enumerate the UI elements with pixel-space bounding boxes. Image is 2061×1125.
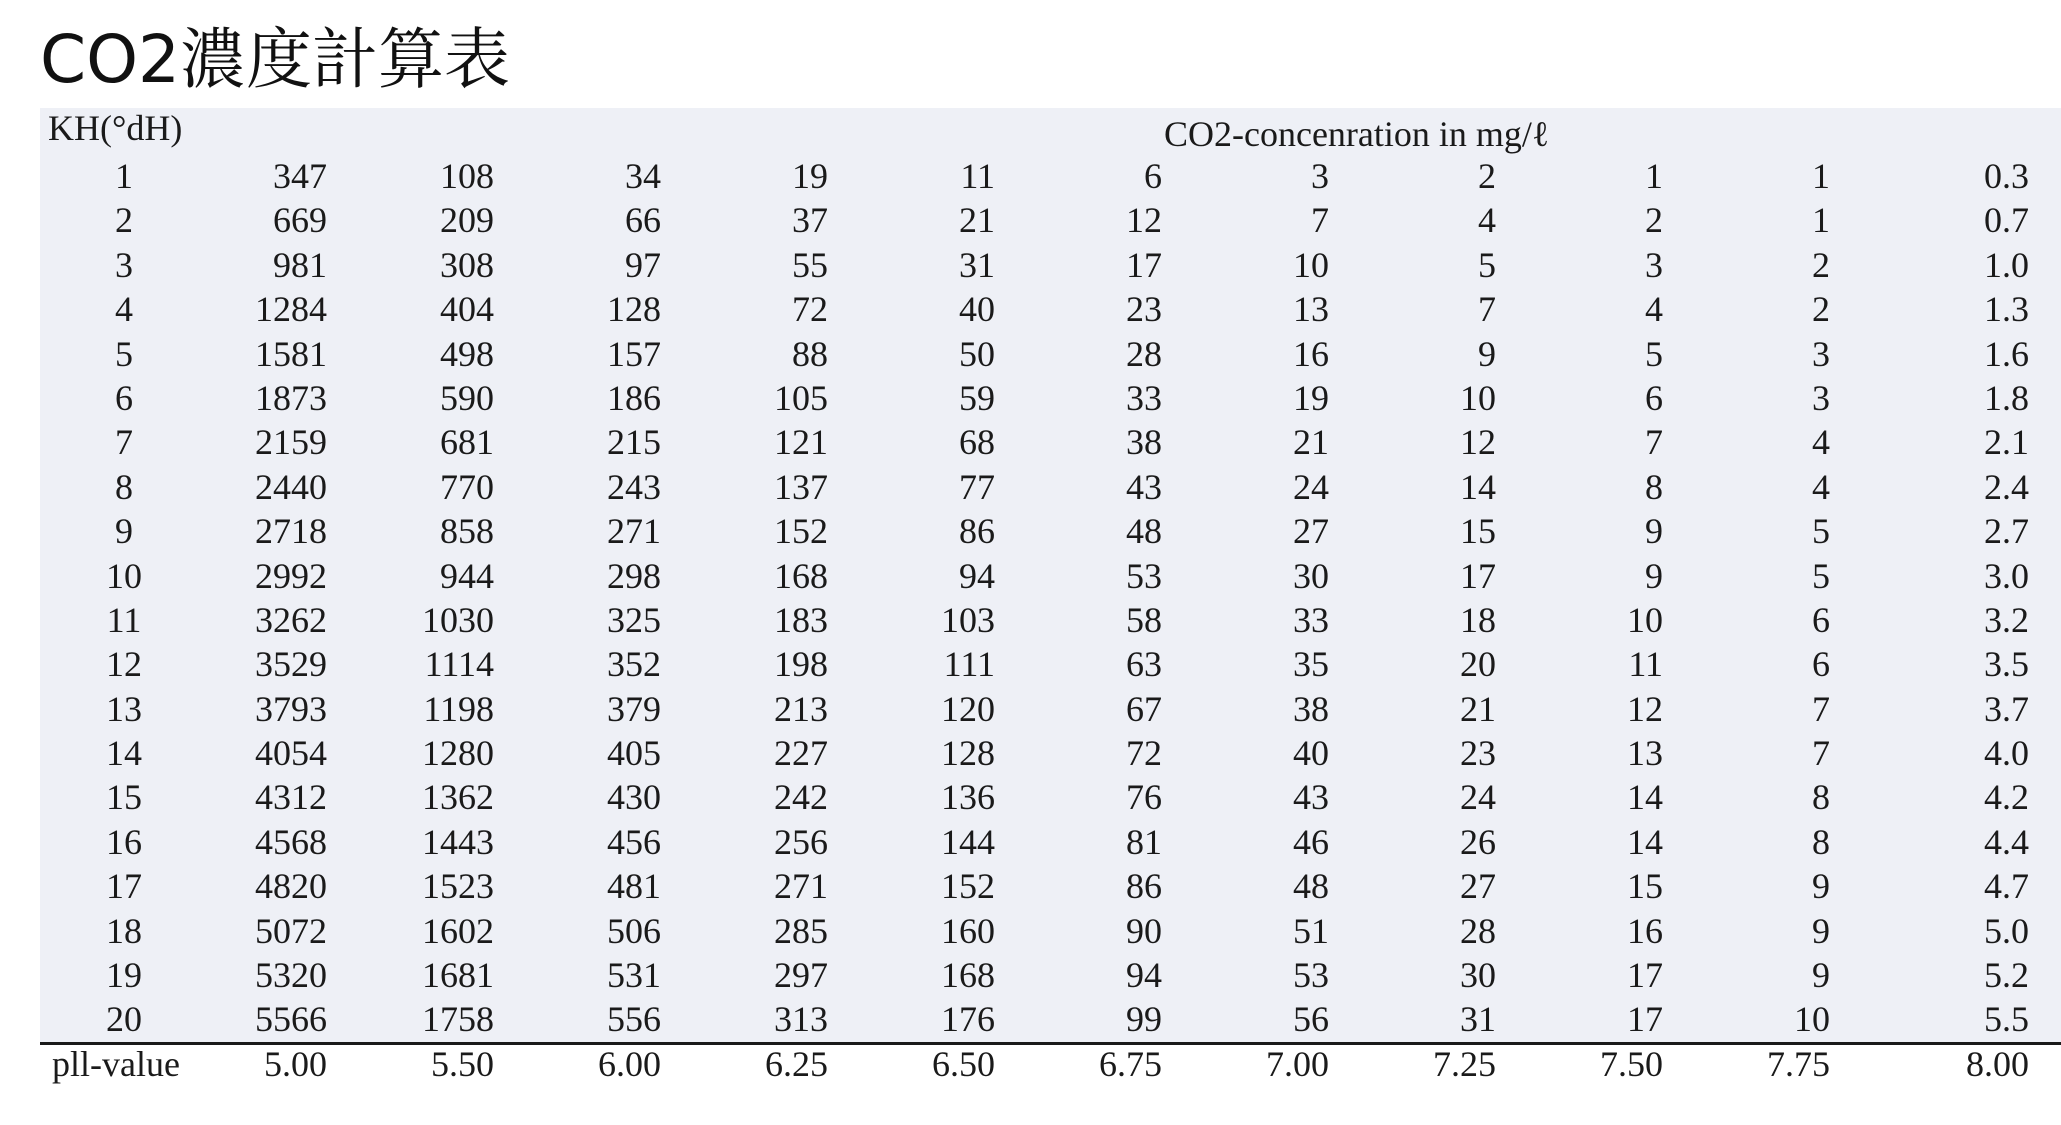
co2-value-cell: 7 bbox=[1311, 200, 1329, 241]
co2-value-cell: 770 bbox=[440, 466, 494, 507]
co2-value-cell: 3.5 bbox=[1984, 644, 2029, 685]
co2-value-cell: 7 bbox=[1478, 289, 1496, 330]
co2-value-cell: 4.7 bbox=[1984, 866, 2029, 907]
co2-value-cell: 152 bbox=[941, 866, 995, 907]
co2-value-cell: 10 bbox=[1293, 244, 1329, 285]
co2-value-cell: 17 bbox=[1627, 955, 1663, 996]
kh-value-cell: 5 bbox=[115, 333, 133, 374]
co2-value-cell: 285 bbox=[774, 910, 828, 951]
co2-value-cell: 30 bbox=[1293, 555, 1329, 596]
co2-value-cell: 14 bbox=[1460, 466, 1496, 507]
co2-value-cell: 430 bbox=[607, 777, 661, 818]
co2-value-cell: 9 bbox=[1478, 333, 1496, 374]
kh-value-cell: 20 bbox=[106, 999, 142, 1040]
co2-value-cell: 9 bbox=[1812, 866, 1830, 907]
ph-value-cell: 7.50 bbox=[1600, 1044, 1663, 1084]
co2-value-cell: 379 bbox=[607, 688, 661, 729]
ph-value-cell: 6.75 bbox=[1099, 1044, 1162, 1084]
co2-value-cell: 3 bbox=[1311, 156, 1329, 196]
co2-value-cell: 404 bbox=[440, 289, 494, 330]
co2-value-cell: 31 bbox=[959, 244, 995, 285]
co2-value-cell: 152 bbox=[774, 511, 828, 552]
co2-value-cell: 53 bbox=[1293, 955, 1329, 996]
co2-value-cell: 38 bbox=[1293, 688, 1329, 729]
co2-value-cell: 1.0 bbox=[1984, 244, 2029, 285]
ph-value-row bbox=[40, 1040, 2061, 1088]
co2-value-cell: 5.2 bbox=[1984, 955, 2029, 996]
co2-value-cell: 12 bbox=[1460, 422, 1496, 463]
co2-value-cell: 1280 bbox=[422, 733, 494, 774]
co2-value-cell: 7 bbox=[1812, 733, 1830, 774]
kh-value-cell: 14 bbox=[106, 733, 142, 774]
co2-value-cell: 11 bbox=[960, 156, 995, 196]
ph-value-cell: 5.50 bbox=[431, 1044, 494, 1084]
co2-value-cell: 1362 bbox=[422, 777, 494, 818]
co2-value-cell: 3.7 bbox=[1984, 688, 2029, 729]
co2-value-cell: 66 bbox=[625, 200, 661, 241]
co2-value-cell: 1523 bbox=[422, 866, 494, 907]
co2-value-cell: 6 bbox=[1812, 644, 1830, 685]
co2-value-cell: 1 bbox=[1812, 156, 1830, 196]
co2-value-cell: 2.7 bbox=[1984, 511, 2029, 552]
co2-value-cell: 944 bbox=[440, 555, 494, 596]
co2-value-cell: 121 bbox=[774, 422, 828, 463]
co2-value-cell: 4820 bbox=[255, 866, 327, 907]
co2-value-cell: 198 bbox=[774, 644, 828, 685]
co2-value-cell: 16 bbox=[1627, 910, 1663, 951]
co2-value-cell: 271 bbox=[607, 511, 661, 552]
co2-value-cell: 51 bbox=[1293, 910, 1329, 951]
co2-value-cell: 86 bbox=[1126, 866, 1162, 907]
co2-value-cell: 4 bbox=[1478, 200, 1496, 241]
co2-value-cell: 12 bbox=[1126, 200, 1162, 241]
co2-value-cell: 68 bbox=[959, 422, 995, 463]
co2-value-cell: 37 bbox=[792, 200, 828, 241]
kh-column-header: KH(°dH) bbox=[48, 108, 183, 148]
co2-value-cell: 88 bbox=[792, 333, 828, 374]
kh-value-cell: 2 bbox=[115, 200, 133, 241]
kh-value-cell: 12 bbox=[106, 644, 142, 685]
kh-value-cell: 15 bbox=[106, 777, 142, 818]
co2-value-cell: 55 bbox=[792, 244, 828, 285]
co2-value-cell: 242 bbox=[774, 777, 828, 818]
co2-value-cell: 308 bbox=[440, 244, 494, 285]
co2-value-cell: 1873 bbox=[255, 377, 327, 418]
co2-value-cell: 14 bbox=[1627, 821, 1663, 862]
co2-value-cell: 13 bbox=[1627, 733, 1663, 774]
co2-value-cell: 5 bbox=[1812, 555, 1830, 596]
co2-value-cell: 506 bbox=[607, 910, 661, 951]
kh-value-cell: 10 bbox=[106, 555, 142, 596]
co2-value-cell: 4 bbox=[1645, 289, 1663, 330]
co2-value-cell: 1443 bbox=[422, 821, 494, 862]
co2-value-cell: 157 bbox=[607, 333, 661, 374]
kh-value-cell: 4 bbox=[115, 289, 133, 330]
co2-value-cell: 1758 bbox=[422, 999, 494, 1040]
co2-value-cell: 99 bbox=[1126, 999, 1162, 1040]
co2-value-cell: 23 bbox=[1126, 289, 1162, 330]
kh-value-cell: 18 bbox=[106, 910, 142, 951]
co2-value-cell: 72 bbox=[1126, 733, 1162, 774]
co2-value-cell: 11 bbox=[1628, 644, 1663, 685]
co2-value-cell: 2.1 bbox=[1984, 422, 2029, 463]
co2-value-cell: 10 bbox=[1794, 999, 1830, 1040]
co2-value-cell: 347 bbox=[273, 156, 327, 196]
ph-value-cell: 6.25 bbox=[765, 1044, 828, 1084]
co2-value-cell: 297 bbox=[774, 955, 828, 996]
co2-value-cell: 6 bbox=[1812, 599, 1830, 640]
co2-value-cell: 38 bbox=[1126, 422, 1162, 463]
co2-value-cell: 48 bbox=[1126, 511, 1162, 552]
co2-value-cell: 33 bbox=[1126, 377, 1162, 418]
co2-value-cell: 1681 bbox=[422, 955, 494, 996]
co2-value-cell: 2992 bbox=[255, 555, 327, 596]
co2-value-cell: 144 bbox=[941, 821, 995, 862]
co2-value-cell: 1.3 bbox=[1984, 289, 2029, 330]
co2-value-cell: 97 bbox=[625, 244, 661, 285]
co2-value-cell: 105 bbox=[774, 377, 828, 418]
co2-value-cell: 59 bbox=[959, 377, 995, 418]
co2-value-cell: 215 bbox=[607, 422, 661, 463]
co2-value-cell: 56 bbox=[1293, 999, 1329, 1040]
ph-value-grid bbox=[40, 1040, 2061, 1088]
co2-value-cell: 50 bbox=[959, 333, 995, 374]
co2-value-cell: 456 bbox=[607, 821, 661, 862]
co2-value-cell: 0.7 bbox=[1984, 200, 2029, 241]
co2-value-cell: 2440 bbox=[255, 466, 327, 507]
co2-value-cell: 94 bbox=[1126, 955, 1162, 996]
co2-value-cell: 9 bbox=[1645, 555, 1663, 596]
co2-value-cell: 17 bbox=[1126, 244, 1162, 285]
co2-value-cell: 405 bbox=[607, 733, 661, 774]
co2-value-cell: 5 bbox=[1645, 333, 1663, 374]
co2-value-cell: 19 bbox=[792, 156, 828, 196]
co2-value-cell: 176 bbox=[941, 999, 995, 1040]
co2-value-cell: 1114 bbox=[424, 644, 494, 685]
co2-value-cell: 6 bbox=[1645, 377, 1663, 418]
ph-value-cell: 6.00 bbox=[598, 1044, 661, 1084]
co2-value-cell: 19 bbox=[1293, 377, 1329, 418]
co2-value-cell: 5.5 bbox=[1984, 999, 2029, 1040]
kh-value-cell: 11 bbox=[106, 599, 142, 640]
co2-value-cell: 8 bbox=[1812, 821, 1830, 862]
co2-value-cell: 227 bbox=[774, 733, 828, 774]
co2-value-cell: 209 bbox=[440, 200, 494, 241]
co2-value-cell: 24 bbox=[1460, 777, 1496, 818]
co2-value-cell: 1602 bbox=[422, 910, 494, 951]
co2-value-cell: 72 bbox=[792, 289, 828, 330]
co2-value-cell: 128 bbox=[941, 733, 995, 774]
co2-table-body bbox=[40, 154, 2061, 1042]
co2-value-cell: 3 bbox=[1645, 244, 1663, 285]
co2-value-cell: 4.2 bbox=[1984, 777, 2029, 818]
co2-value-cell: 981 bbox=[273, 244, 327, 285]
co2-value-cell: 858 bbox=[440, 511, 494, 552]
co2-value-cell: 498 bbox=[440, 333, 494, 374]
co2-value-cell: 2.4 bbox=[1984, 466, 2029, 507]
co2-value-cell: 28 bbox=[1460, 910, 1496, 951]
co2-value-cell: 2 bbox=[1812, 244, 1830, 285]
co2-value-cell: 40 bbox=[959, 289, 995, 330]
co2-value-cell: 243 bbox=[607, 466, 661, 507]
co2-value-cell: 186 bbox=[607, 377, 661, 418]
co2-value-cell: 352 bbox=[607, 644, 661, 685]
co2-value-cell: 20 bbox=[1460, 644, 1496, 685]
co2-value-cell: 1.6 bbox=[1984, 333, 2029, 374]
co2-value-cell: 1284 bbox=[255, 289, 327, 330]
co2-value-cell: 531 bbox=[607, 955, 661, 996]
co2-value-cell: 7 bbox=[1645, 422, 1663, 463]
co2-value-cell: 681 bbox=[440, 422, 494, 463]
co2-value-cell: 27 bbox=[1293, 511, 1329, 552]
co2-value-cell: 8 bbox=[1645, 466, 1663, 507]
co2-value-cell: 5320 bbox=[255, 955, 327, 996]
ph-row-label: pll-value bbox=[52, 1044, 180, 1084]
kh-value-cell: 7 bbox=[115, 422, 133, 463]
kh-value-cell: 9 bbox=[115, 511, 133, 552]
co2-value-cell: 43 bbox=[1126, 466, 1162, 507]
co2-value-cell: 5 bbox=[1478, 244, 1496, 285]
co2-value-cell: 1 bbox=[1812, 200, 1830, 241]
co2-value-cell: 3793 bbox=[255, 688, 327, 729]
co2-value-cell: 590 bbox=[440, 377, 494, 418]
kh-value-cell: 1 bbox=[115, 156, 133, 196]
co2-value-cell: 9 bbox=[1812, 955, 1830, 996]
co2-value-cell: 67 bbox=[1126, 688, 1162, 729]
co2-value-cell: 4 bbox=[1812, 422, 1830, 463]
co2-value-cell: 271 bbox=[774, 866, 828, 907]
co2-value-cell: 53 bbox=[1126, 555, 1162, 596]
ph-value-cell: 7.00 bbox=[1266, 1044, 1329, 1084]
co2-value-cell: 76 bbox=[1126, 777, 1162, 818]
co2-value-cell: 48 bbox=[1293, 866, 1329, 907]
co2-value-cell: 5.0 bbox=[1984, 910, 2029, 951]
kh-value-cell: 17 bbox=[106, 866, 142, 907]
co2-value-cell: 3 bbox=[1812, 333, 1830, 374]
co2-value-cell: 4054 bbox=[255, 733, 327, 774]
co2-value-cell: 1030 bbox=[422, 599, 494, 640]
co2-value-cell: 33 bbox=[1293, 599, 1329, 640]
co2-value-cell: 30 bbox=[1460, 955, 1496, 996]
co2-value-cell: 556 bbox=[607, 999, 661, 1040]
co2-value-cell: 12 bbox=[1627, 688, 1663, 729]
co2-value-cell: 21 bbox=[1293, 422, 1329, 463]
co2-value-cell: 26 bbox=[1460, 821, 1496, 862]
co2-value-cell: 3 bbox=[1812, 377, 1830, 418]
co2-value-cell: 4.4 bbox=[1984, 821, 2029, 862]
co2-value-cell: 0.3 bbox=[1984, 156, 2029, 196]
co2-value-cell: 1581 bbox=[255, 333, 327, 374]
co2-value-cell: 58 bbox=[1126, 599, 1162, 640]
co2-value-cell: 10 bbox=[1627, 599, 1663, 640]
co2-value-cell: 35 bbox=[1293, 644, 1329, 685]
co2-value-cell: 103 bbox=[941, 599, 995, 640]
co2-value-cell: 21 bbox=[959, 200, 995, 241]
co2-value-cell: 128 bbox=[607, 289, 661, 330]
co2-value-cell: 4.0 bbox=[1984, 733, 2029, 774]
co2-value-cell: 213 bbox=[774, 688, 828, 729]
co2-value-cell: 2718 bbox=[255, 511, 327, 552]
co2-value-cell: 17 bbox=[1460, 555, 1496, 596]
co2-value-cell: 1 bbox=[1645, 156, 1663, 196]
co2-value-cell: 160 bbox=[941, 910, 995, 951]
co2-value-cell: 90 bbox=[1126, 910, 1162, 951]
co2-value-cell: 9 bbox=[1812, 910, 1830, 951]
co2-value-cell: 1198 bbox=[423, 688, 494, 729]
co2-value-cell: 256 bbox=[774, 821, 828, 862]
kh-value-cell: 6 bbox=[115, 377, 133, 418]
co2-value-cell: 18 bbox=[1460, 599, 1496, 640]
co2-value-cell: 43 bbox=[1293, 777, 1329, 818]
co2-value-cell: 669 bbox=[273, 200, 327, 241]
co2-value-cell: 3.2 bbox=[1984, 599, 2029, 640]
co2-value-cell: 3.0 bbox=[1984, 555, 2029, 596]
co2-value-cell: 4568 bbox=[255, 821, 327, 862]
co2-value-cell: 15 bbox=[1460, 511, 1496, 552]
kh-value-cell: 13 bbox=[106, 688, 142, 729]
co2-value-cell: 481 bbox=[607, 866, 661, 907]
co2-value-cell: 15 bbox=[1627, 866, 1663, 907]
co2-value-cell: 14 bbox=[1627, 777, 1663, 818]
co2-value-cell: 13 bbox=[1293, 289, 1329, 330]
kh-value-cell: 19 bbox=[106, 955, 142, 996]
co2-value-cell: 46 bbox=[1293, 821, 1329, 862]
kh-value-cell: 16 bbox=[106, 821, 142, 862]
co2-value-cell: 63 bbox=[1126, 644, 1162, 685]
co2-value-cell: 3262 bbox=[255, 599, 327, 640]
co2-value-cell: 9 bbox=[1645, 511, 1663, 552]
co2-value-cell: 94 bbox=[959, 555, 995, 596]
co2-value-cell: 2 bbox=[1812, 289, 1830, 330]
co2-value-cell: 17 bbox=[1627, 999, 1663, 1040]
co2-value-cell: 31 bbox=[1460, 999, 1496, 1040]
co2-value-cell: 111 bbox=[943, 644, 995, 685]
co2-value-cell: 168 bbox=[941, 955, 995, 996]
co2-value-cell: 5 bbox=[1812, 511, 1830, 552]
co2-value-cell: 28 bbox=[1126, 333, 1162, 374]
co2-value-cell: 24 bbox=[1293, 466, 1329, 507]
page-title: CO2濃度計算表 bbox=[40, 21, 511, 98]
co2-value-cell: 5072 bbox=[255, 910, 327, 951]
co2-value-cell: 21 bbox=[1460, 688, 1496, 729]
ph-value-cell: 5.00 bbox=[264, 1044, 327, 1084]
co2-table bbox=[40, 154, 2061, 1042]
co2-value-cell: 168 bbox=[774, 555, 828, 596]
co2-value-cell: 136 bbox=[941, 777, 995, 818]
co2-value-cell: 4312 bbox=[255, 777, 327, 818]
co2-value-cell: 6 bbox=[1144, 156, 1162, 196]
ph-value-cell: 7.75 bbox=[1767, 1044, 1830, 1084]
ph-value-cell: 8.00 bbox=[1966, 1044, 2029, 1084]
co2-value-cell: 183 bbox=[774, 599, 828, 640]
co2-value-cell: 7 bbox=[1812, 688, 1830, 729]
co2-concentration-header: CO2-concenration in mg/ℓ bbox=[1164, 114, 1550, 154]
co2-value-cell: 137 bbox=[774, 466, 828, 507]
co2-value-cell: 298 bbox=[607, 555, 661, 596]
co2-value-cell: 81 bbox=[1126, 821, 1162, 862]
co2-value-cell: 2 bbox=[1645, 200, 1663, 241]
co2-value-cell: 5566 bbox=[255, 999, 327, 1040]
co2-value-cell: 2159 bbox=[255, 422, 327, 463]
ph-value-cell: 6.50 bbox=[932, 1044, 995, 1084]
co2-value-cell: 1.8 bbox=[1984, 377, 2029, 418]
co2-value-cell: 10 bbox=[1460, 377, 1496, 418]
co2-value-cell: 120 bbox=[941, 688, 995, 729]
ph-value-cell: 7.25 bbox=[1433, 1044, 1496, 1084]
co2-value-cell: 86 bbox=[959, 511, 995, 552]
co2-value-cell: 27 bbox=[1460, 866, 1496, 907]
co2-value-cell: 325 bbox=[607, 599, 661, 640]
co2-value-cell: 8 bbox=[1812, 777, 1830, 818]
co2-value-cell: 77 bbox=[959, 466, 995, 507]
kh-value-cell: 3 bbox=[115, 244, 133, 285]
co2-value-cell: 23 bbox=[1460, 733, 1496, 774]
co2-value-cell: 2 bbox=[1478, 156, 1496, 196]
co2-value-cell: 40 bbox=[1293, 733, 1329, 774]
co2-value-cell: 34 bbox=[625, 156, 661, 196]
kh-value-cell: 8 bbox=[115, 466, 133, 507]
co2-value-cell: 313 bbox=[774, 999, 828, 1040]
co2-value-cell: 4 bbox=[1812, 466, 1830, 507]
co2-value-cell: 16 bbox=[1293, 333, 1329, 374]
co2-value-cell: 108 bbox=[440, 156, 494, 196]
co2-value-cell: 3529 bbox=[255, 644, 327, 685]
